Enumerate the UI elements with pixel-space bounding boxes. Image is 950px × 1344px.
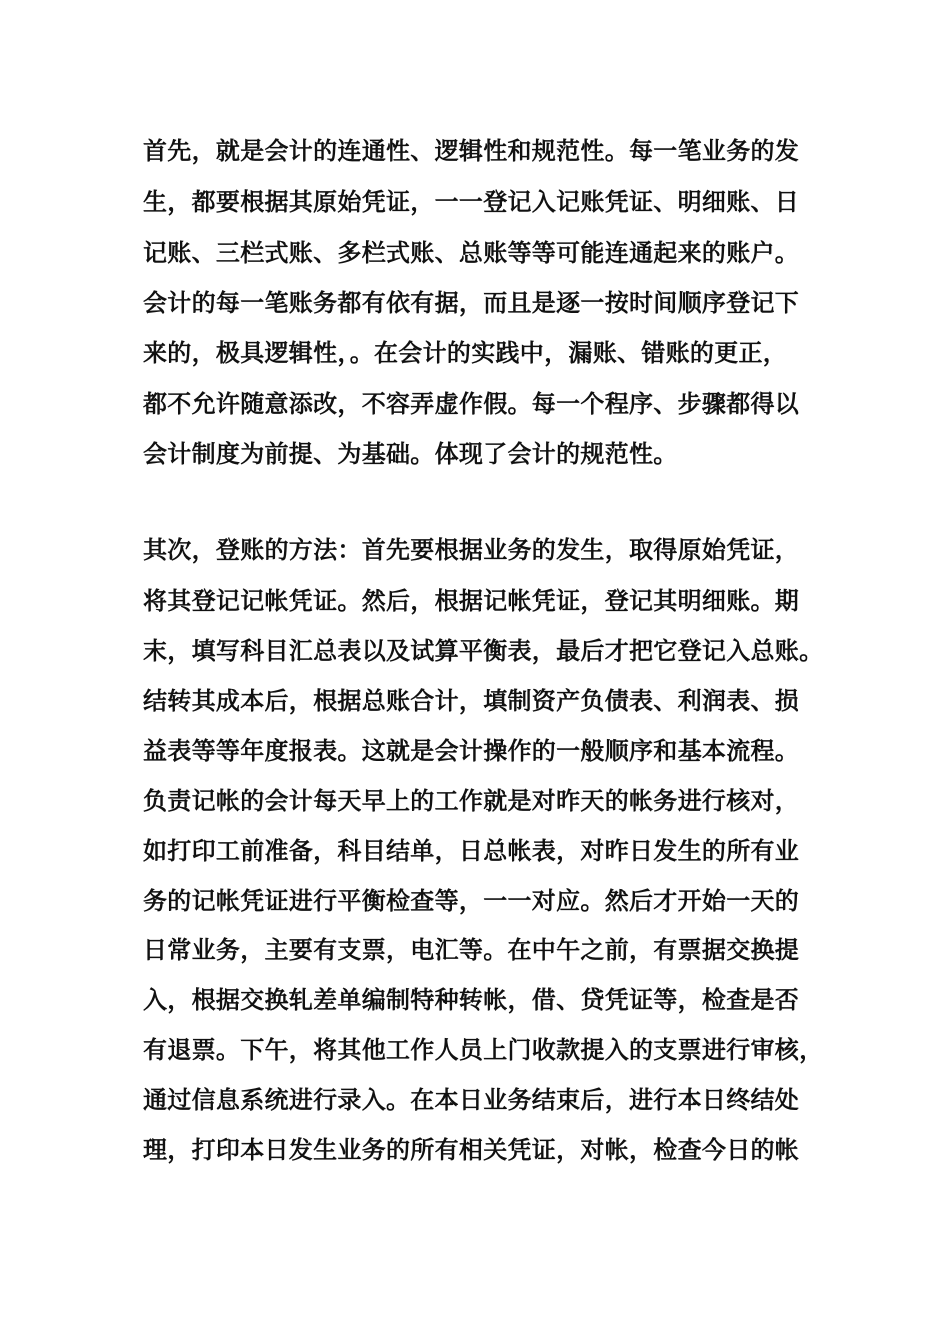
text-line: 通过信息系统进行录入。在本日业务结束后，进行本日终结处 [143,1085,800,1114]
text-line: 都不允许随意添改，不容弄虚作假。每一个程序、步骤都得以 [143,389,800,418]
text-line: 如打印工前准备，科目结单，日总帐表，对昨日发生的所有业 [143,836,800,865]
text-line: 务的记帐凭证进行平衡检查等，一一对应。然后才开始一天的 [143,886,800,915]
text-line: 理，打印本日发生业务的所有相关凭证，对帐，检查今日的帐 [143,1135,800,1164]
text-line: 来的，极具逻辑性，。在会计的实践中，漏账、错账的更正， [143,338,788,367]
text-line: 末，填写科目汇总表以及试算平衡表，最后才把它登记入总账。 [143,636,824,665]
text-line: 结转其成本后，根据总账合计，填制资产负债表、利润表、损 [143,686,800,715]
text-line: 会计的每一笔账务都有依有据，而且是逐一按时间顺序登记下 [143,288,800,317]
text-line: 有退票。下午，将其他工作人员上门收款提入的支票进行审核， [143,1035,824,1064]
text-line: 其次，登账的方法：首先要根据业务的发生，取得原始凭证， [143,535,800,564]
text-line: 首先，就是会计的连通性、逻辑性和规范性。每一笔业务的发 [143,136,800,165]
text-line: 将其登记记帐凭证。然后，根据记帐凭证，登记其明细账。期 [143,586,800,615]
text-line: 会计制度为前提、为基础。体现了会计的规范性。 [143,439,678,468]
text-line: 益表等等年度报表。这就是会计操作的一般顺序和基本流程。 [143,736,800,765]
text-line: 日常业务，主要有支票，电汇等。在中午之前，有票据交换提 [143,935,800,964]
text-line: 入，根据交换轧差单编制特种转帐，借、贷凭证等，检查是否 [143,985,800,1014]
text-line: 生，都要根据其原始凭证，一一登记入记账凭证、明细账、日 [143,187,800,216]
text-line: 记账、三栏式账、多栏式账、总账等等可能连通起来的账户。 [143,238,800,267]
text-line: 负责记帐的会计每天早上的工作就是对昨天的帐务进行核对， [143,786,800,815]
